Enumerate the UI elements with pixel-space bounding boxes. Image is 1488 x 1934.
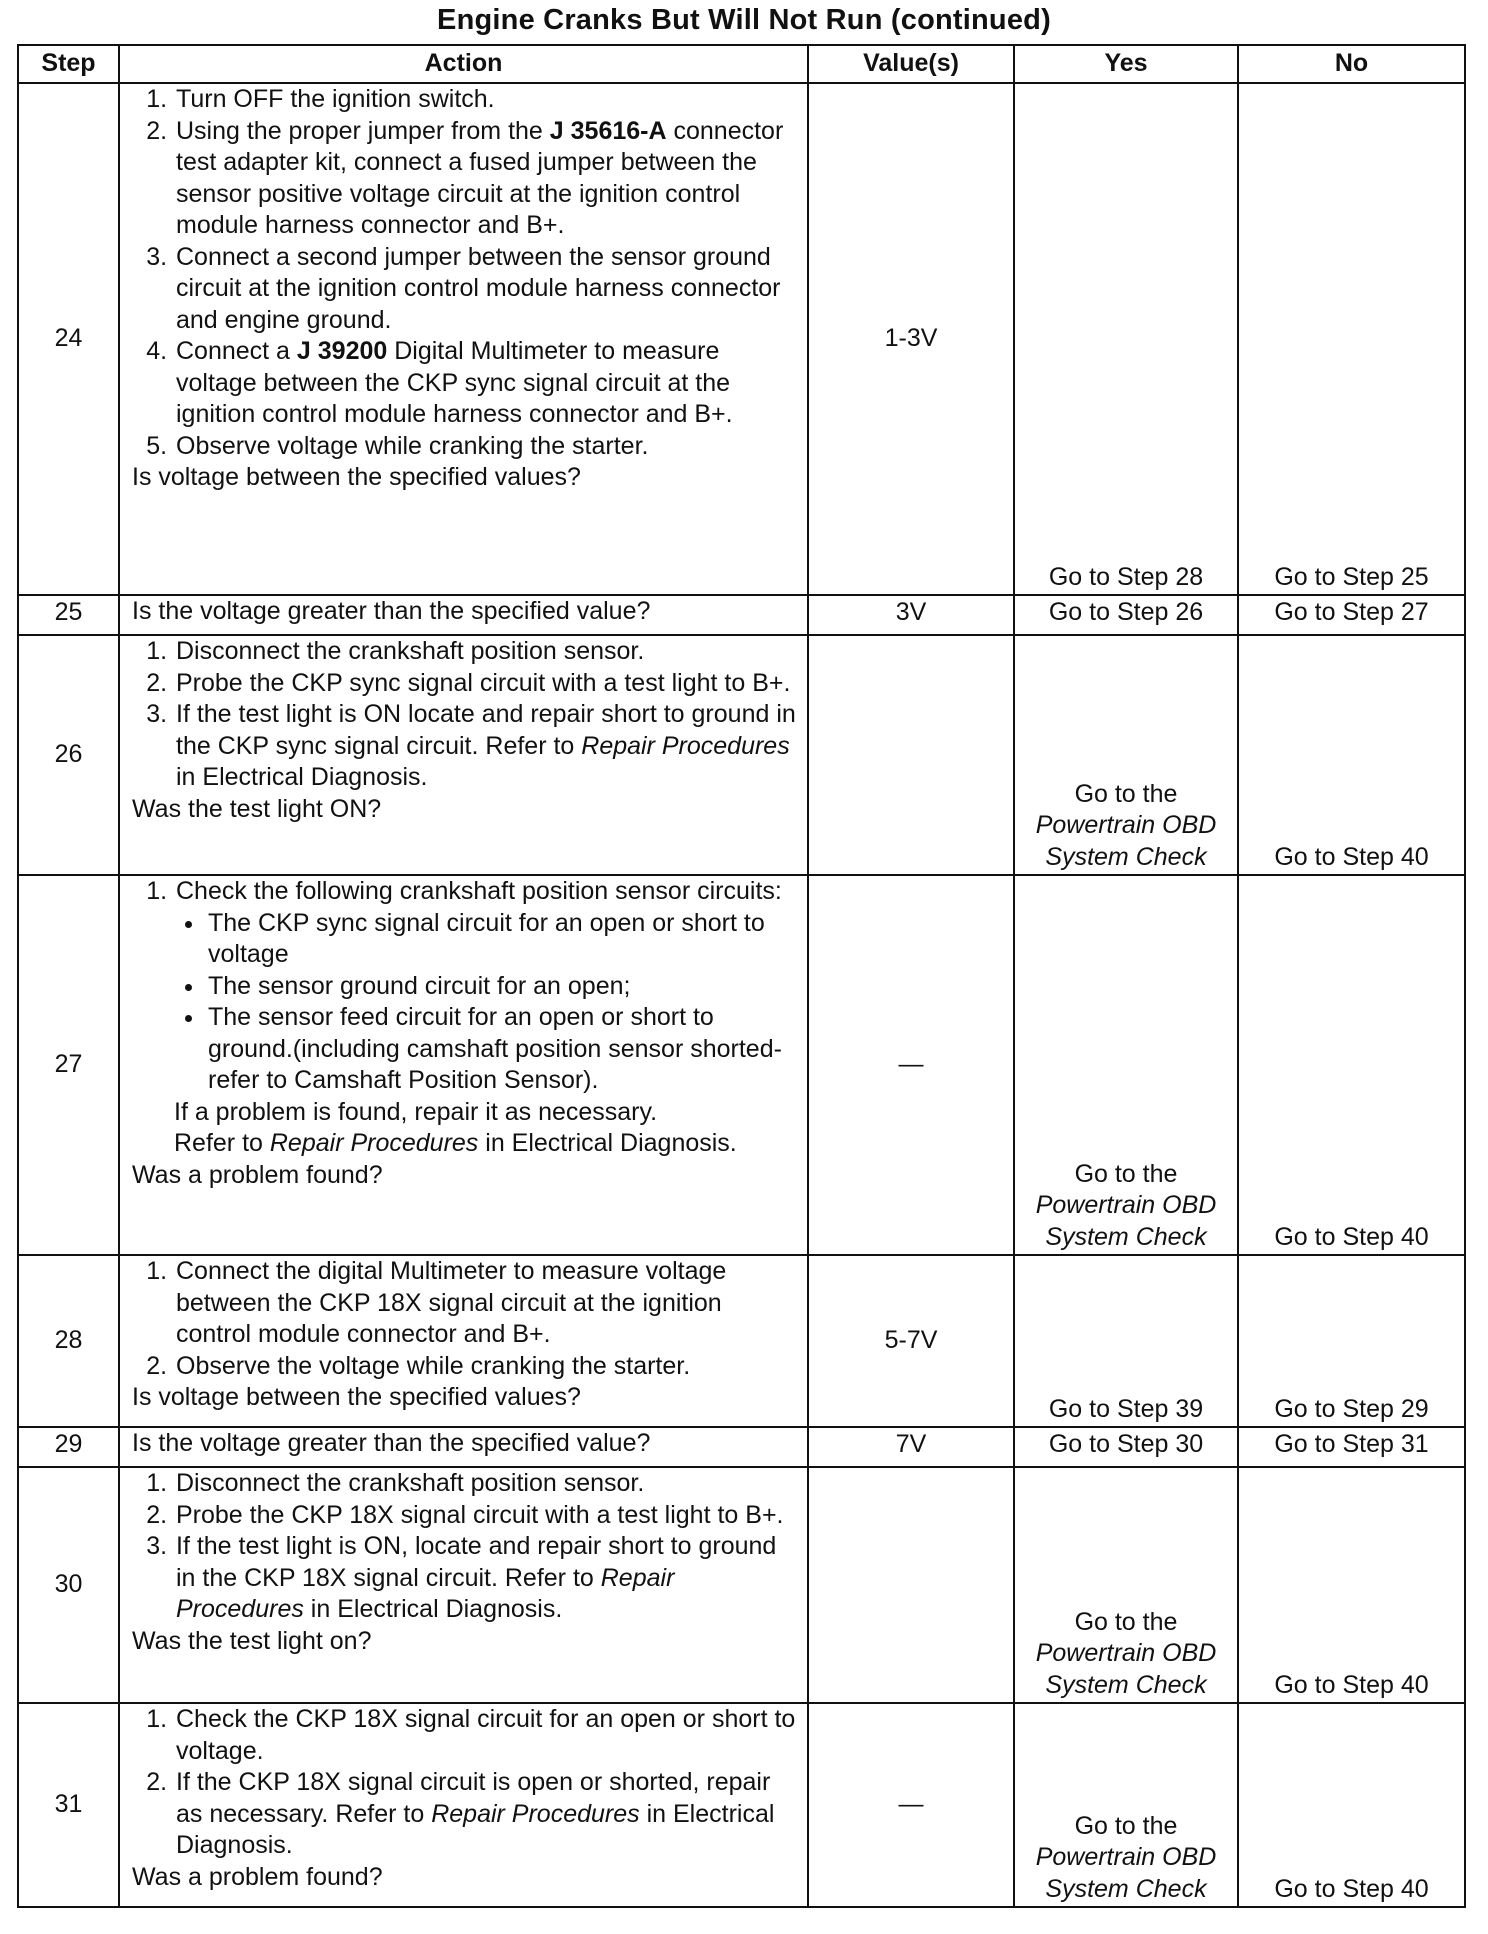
note-text: Refer to Repair Procedures in Electrical Diagnosis.: [174, 1129, 737, 1157]
value-cell: 5-7V: [808, 1255, 1014, 1427]
yes-cell: Go to Step 26: [1014, 595, 1238, 635]
page-title: Engine Cranks But Will Not Run (continued): [437, 4, 1051, 36]
yes-line-italic: System Check: [1045, 842, 1207, 871]
list-item: 1. Connect the digital Multimeter to measure voltage between the CKP 18X signal circuit at the ignition control module connector and B+.: [174, 1256, 801, 1351]
question-text: Was a problem found?: [132, 1862, 383, 1891]
value-cell: [808, 635, 1014, 875]
action-list: [132, 636, 801, 794]
header-step: Step: [18, 45, 119, 83]
yes-cell: [1014, 1703, 1238, 1907]
yes-line-italic: Powertrain OBD: [1035, 811, 1217, 839]
reference-link: Repair Procedures: [176, 1563, 675, 1623]
list-item: 1. Disconnect the crankshaft position sensor.: [174, 636, 801, 668]
action-list: [132, 1468, 801, 1626]
reference-link: Repair Procedures: [581, 731, 790, 760]
no-cell: Go to Step 29: [1238, 1255, 1465, 1427]
action-cell: [119, 1467, 808, 1703]
table-row: [18, 1255, 1465, 1427]
tool-name: J 35616-A: [549, 116, 667, 145]
step-number: 29: [18, 1427, 119, 1467]
step-number: 28: [18, 1255, 119, 1427]
question-text: Was the test light on?: [132, 1626, 372, 1655]
step-number: 31: [18, 1703, 119, 1907]
no-cell: Go to Step 25: [1238, 83, 1465, 595]
table-row: [18, 875, 1465, 1255]
yes-line: Go to the: [1074, 779, 1178, 808]
table-row: [18, 595, 1465, 635]
yes-cell: [1014, 1467, 1238, 1703]
step-number: 26: [18, 635, 119, 875]
diagnostic-table: [17, 44, 1466, 1908]
action-cell: [119, 1703, 808, 1907]
bullet-item: • The CKP sync signal circuit for an open or short to voltage: [206, 908, 801, 971]
table-row: [18, 635, 1465, 875]
step-number: 30: [18, 1467, 119, 1703]
yes-cell: [1014, 875, 1238, 1255]
question-text: Is the voltage greater than the specified value?: [132, 1429, 651, 1457]
list-item: 2. Probe the CKP sync signal circuit with a test light to B+.: [174, 668, 801, 700]
reference-link: Repair Procedures: [269, 1129, 479, 1157]
table-row: [18, 1467, 1465, 1703]
reference-link: Repair Procedures: [431, 1799, 640, 1828]
no-cell: Go to Step 40: [1238, 1467, 1465, 1703]
list-item: 1. Disconnect the crankshaft position sensor.: [174, 1468, 801, 1500]
yes-line-italic: System Check: [1045, 1222, 1207, 1251]
question-text: Was a problem found?: [132, 1160, 383, 1189]
list-item: 2. If the CKP 18X signal circuit is open or shorted, repair as necessary. Refer to Repair Procedures in Electrical Diagnosis.: [174, 1767, 801, 1862]
note-text: If a problem is found, repair it as necessary.: [174, 1097, 658, 1126]
list-item: 3. If the test light is ON, locate and repair short to ground in the CKP 18X signal circuit. Refer to Repair Procedures in Electrical Diagnosis.: [174, 1531, 801, 1626]
action-cell: [119, 1255, 808, 1427]
header-no: No: [1238, 45, 1465, 83]
list-item: 1. Check the CKP 18X signal circuit for an open or short to voltage.: [174, 1704, 801, 1767]
action-cell: [119, 83, 808, 595]
list-item: 4. Connect a J 39200 Digital Multimeter to measure voltage between the CKP sync signal circuit at the ignition control module harness connector and B+.: [174, 336, 801, 431]
header-values: Value(s): [808, 45, 1014, 83]
tool-name: J 39200: [296, 337, 388, 365]
yes-line-italic: System Check: [1045, 1670, 1207, 1699]
action-list: [132, 84, 801, 462]
list-item: 3. If the test light is ON locate and repair short to ground in the CKP sync signal circuit. Refer to Repair Procedures in Electrical Diagnosis.: [174, 699, 801, 794]
list-item: 1. Turn OFF the ignition switch.: [174, 84, 801, 116]
value-cell: 1-3V: [808, 83, 1014, 595]
table-header-row: [18, 45, 1465, 83]
no-cell: Go to Step 40: [1238, 875, 1465, 1255]
question-text: Is voltage between the specified values?: [132, 463, 581, 491]
value-cell: 7V: [808, 1427, 1014, 1467]
action-cell: [119, 595, 808, 635]
no-cell: Go to Step 27: [1238, 595, 1465, 635]
action-list: [132, 1704, 801, 1862]
no-cell: Go to Step 40: [1238, 1703, 1465, 1907]
yes-cell: Go to Step 39: [1014, 1255, 1238, 1427]
yes-line-italic: Powertrain OBD: [1035, 1639, 1217, 1667]
list-item: 5. Observe voltage while cranking the starter.: [174, 431, 801, 463]
action-list: [132, 1256, 801, 1382]
table-row: [18, 83, 1465, 595]
header-action: Action: [119, 45, 808, 83]
yes-cell: [1014, 635, 1238, 875]
step-number: 24: [18, 83, 119, 595]
list-item: 3. Connect a second jumper between the sensor ground circuit at the ignition control module harness connector and engine ground.: [174, 242, 801, 337]
header-yes: Yes: [1014, 45, 1238, 83]
no-cell: Go to Step 40: [1238, 635, 1465, 875]
value-cell: —: [808, 1703, 1014, 1907]
yes-cell: Go to Step 30: [1014, 1427, 1238, 1467]
question-text: Is voltage between the specified values?: [132, 1383, 581, 1411]
value-cell: [808, 1467, 1014, 1703]
no-cell: Go to Step 31: [1238, 1427, 1465, 1467]
list-item: 2. Observe the voltage while cranking the starter.: [174, 1351, 801, 1383]
yes-line: Go to the: [1074, 1811, 1178, 1840]
action-cell: [119, 875, 808, 1255]
bullet-list: [176, 908, 801, 1097]
value-cell: 3V: [808, 595, 1014, 635]
table-row: [18, 1427, 1465, 1467]
question-text: Was the test light ON?: [132, 794, 382, 823]
bullet-item: • The sensor ground circuit for an open;: [206, 971, 801, 1003]
question-text: Is the voltage greater than the specified value?: [132, 597, 651, 625]
list-item: 2. Probe the CKP 18X signal circuit with a test light to B+.: [174, 1500, 801, 1532]
step-number: 25: [18, 595, 119, 635]
yes-line-italic: System Check: [1045, 1874, 1207, 1903]
yes-line: Go to the: [1074, 1607, 1178, 1636]
action-cell: [119, 635, 808, 875]
yes-line-italic: Powertrain OBD: [1035, 1191, 1217, 1219]
step-number: 27: [18, 875, 119, 1255]
list-item: 1. Check the following crankshaft position sensor circuits: • The CKP sync signal circuit for an open or short to voltage • The sensor ground circuit for an open; • The sensor feed circuit for an open or short to ground.(including camshaft position sensor shorted-refer to Camshaft Position Sensor).: [174, 876, 801, 1097]
yes-line: Go to the: [1074, 1159, 1178, 1188]
table-row: [18, 1703, 1465, 1907]
yes-cell: Go to Step 28: [1014, 83, 1238, 595]
action-cell: [119, 1427, 808, 1467]
bullet-item: • The sensor feed circuit for an open or short to ground.(including camshaft position sensor shorted-refer to Camshaft Position Sensor).: [206, 1002, 801, 1097]
yes-line-italic: Powertrain OBD: [1035, 1843, 1217, 1871]
value-cell: —: [808, 875, 1014, 1255]
list-item: 2. Using the proper jumper from the J 35616-A connector test adapter kit, connect a fused jumper between the sensor positive voltage circuit at the ignition control module harness connector and B+.: [174, 116, 801, 242]
action-list: [132, 876, 801, 1097]
